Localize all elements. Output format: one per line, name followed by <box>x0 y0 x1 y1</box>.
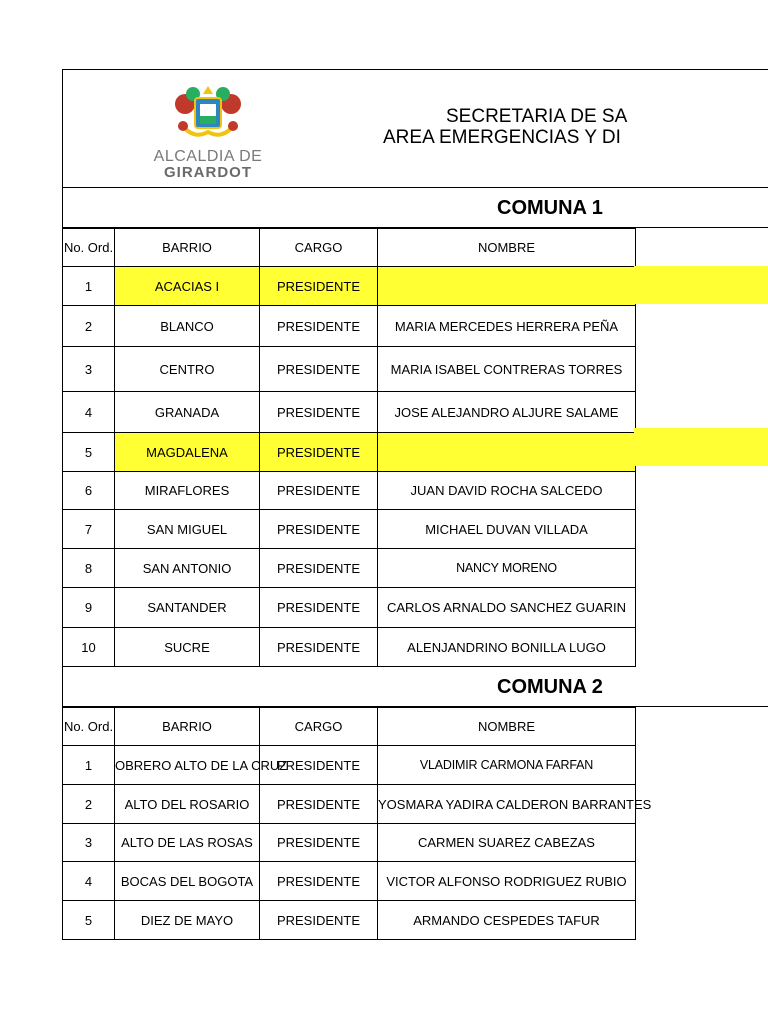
cell-cargo: PRESIDENTE <box>260 785 378 824</box>
cell-no-ord: 1 <box>63 746 115 785</box>
row-1-highlight-extension <box>634 266 768 304</box>
cell-no-ord: 5 <box>63 901 115 940</box>
cell-no-ord: 4 <box>63 862 115 901</box>
col-header-no-ord: No. Ord. <box>63 708 115 746</box>
cell-cargo: PRESIDENTE <box>260 433 378 472</box>
table-header-row <box>63 229 636 267</box>
cell-no-ord: 4 <box>63 392 115 433</box>
comuna-1-table <box>62 228 636 667</box>
cell-cargo: PRESIDENTE <box>260 472 378 510</box>
cell-nombre: CARLOS ARNALDO SANCHEZ GUARIN <box>378 588 636 628</box>
cell-nombre: CARMEN SUAREZ CABEZAS <box>378 824 636 862</box>
table-row <box>63 472 636 510</box>
table-row <box>63 628 636 667</box>
table-row <box>63 549 636 588</box>
cell-barrio: SUCRE <box>115 628 260 667</box>
coat-of-arms-icon <box>173 84 243 146</box>
cell-nombre: YOSMARA YADIRA CALDERON BARRANTES <box>378 785 636 824</box>
cell-nombre <box>378 433 636 472</box>
col-header-barrio: BARRIO <box>115 708 260 746</box>
table-row <box>63 433 636 472</box>
cell-no-ord: 7 <box>63 510 115 549</box>
comuna-1-table-wrap <box>62 228 768 667</box>
table-row <box>63 824 636 862</box>
comuna-2-label: COMUNA 2 <box>497 676 603 698</box>
cell-cargo: PRESIDENTE <box>260 306 378 347</box>
col-header-barrio: BARRIO <box>115 229 260 267</box>
cell-barrio: SAN ANTONIO <box>115 549 260 588</box>
cell-nombre: VICTOR ALFONSO RODRIGUEZ RUBIO <box>378 862 636 901</box>
alcaldia-logo <box>143 84 273 180</box>
cell-nombre <box>378 267 636 306</box>
row-5-highlight-extension <box>634 428 768 466</box>
col-header-nombre: NOMBRE <box>378 229 636 267</box>
table-row <box>63 785 636 824</box>
cell-cargo: PRESIDENTE <box>260 628 378 667</box>
cell-cargo: PRESIDENTE <box>260 862 378 901</box>
cell-barrio: SANTANDER <box>115 588 260 628</box>
cell-cargo: PRESIDENTE <box>260 510 378 549</box>
cell-barrio: GRANADA <box>115 392 260 433</box>
cell-nombre: ARMANDO CESPEDES TAFUR <box>378 901 636 940</box>
comuna-2-heading <box>62 667 768 707</box>
table-row <box>63 267 636 306</box>
cell-barrio: CENTRO <box>115 347 260 392</box>
logo-line-2: GIRARDOT <box>164 164 252 181</box>
table-header-row <box>63 708 636 746</box>
cell-no-ord: 6 <box>63 472 115 510</box>
cell-barrio: MAGDALENA <box>115 433 260 472</box>
cell-cargo: PRESIDENTE <box>260 347 378 392</box>
cell-barrio: SAN MIGUEL <box>115 510 260 549</box>
col-header-cargo: CARGO <box>260 708 378 746</box>
cell-no-ord: 10 <box>63 628 115 667</box>
table-row <box>63 306 636 347</box>
cell-cargo: PRESIDENTE <box>260 392 378 433</box>
cell-nombre: ALENJANDRINO BONILLA LUGO <box>378 628 636 667</box>
cell-barrio: MIRAFLORES <box>115 472 260 510</box>
logo-line-1: ALCALDIA DE <box>153 148 263 165</box>
cell-cargo: PRESIDENTE <box>260 901 378 940</box>
cell-nombre: JOSE ALEJANDRO ALJURE SALAME <box>378 392 636 433</box>
table-row <box>63 392 636 433</box>
document-sheet <box>62 69 768 940</box>
comuna-1-label: COMUNA 1 <box>497 197 603 219</box>
cell-cargo: PRESIDENTE <box>260 549 378 588</box>
cell-no-ord: 9 <box>63 588 115 628</box>
cell-no-ord: 3 <box>63 824 115 862</box>
table-row <box>63 746 636 785</box>
cell-no-ord: 5 <box>63 433 115 472</box>
cell-barrio: ALTO DEL ROSARIO <box>115 785 260 824</box>
table-row <box>63 588 636 628</box>
cell-cargo: PRESIDENTE <box>260 746 378 785</box>
cell-cargo: PRESIDENTE <box>260 267 378 306</box>
comuna-2-table-wrap <box>62 707 768 940</box>
comuna-2-table <box>62 707 652 940</box>
col-header-cargo: CARGO <box>260 229 378 267</box>
cell-barrio: BLANCO <box>115 306 260 347</box>
cell-no-ord: 3 <box>63 347 115 392</box>
cell-cargo: PRESIDENTE <box>260 588 378 628</box>
table-row <box>63 901 636 940</box>
cell-nombre: NANCY MORENO <box>378 549 636 588</box>
table-row <box>63 347 636 392</box>
cell-nombre: MICHAEL DUVAN VILLADA <box>378 510 636 549</box>
cell-no-ord: 1 <box>63 267 115 306</box>
col-header-no-ord: No. Ord. <box>63 229 115 267</box>
cell-no-ord: 2 <box>63 306 115 347</box>
cell-cargo: PRESIDENTE <box>260 824 378 862</box>
title-line-2: AREA EMERGENCIAS Y DI <box>383 127 621 148</box>
col-header-nombre: NOMBRE <box>378 708 636 746</box>
table-row <box>63 510 636 549</box>
cell-barrio: DIEZ DE MAYO <box>115 901 260 940</box>
document-header <box>62 69 768 188</box>
cell-no-ord: 8 <box>63 549 115 588</box>
cell-no-ord: 2 <box>63 785 115 824</box>
document-title <box>383 106 627 148</box>
cell-nombre: MARIA MERCEDES HERRERA PEÑA <box>378 306 636 347</box>
comuna-1-heading <box>62 188 768 228</box>
cell-barrio: ALTO DE LAS ROSAS <box>115 824 260 862</box>
cell-nombre: JUAN DAVID ROCHA SALCEDO <box>378 472 636 510</box>
cell-barrio: BOCAS DEL BOGOTA <box>115 862 260 901</box>
title-line-1: SECRETARIA DE SA <box>446 106 628 127</box>
cell-nombre: MARIA ISABEL CONTRERAS TORRES <box>378 347 636 392</box>
cell-nombre: VLADIMIR CARMONA FARFAN <box>378 746 636 785</box>
table-row <box>63 862 636 901</box>
cell-barrio: ACACIAS I <box>115 267 260 306</box>
cell-barrio: OBRERO ALTO DE LA CRUZ <box>115 746 260 785</box>
